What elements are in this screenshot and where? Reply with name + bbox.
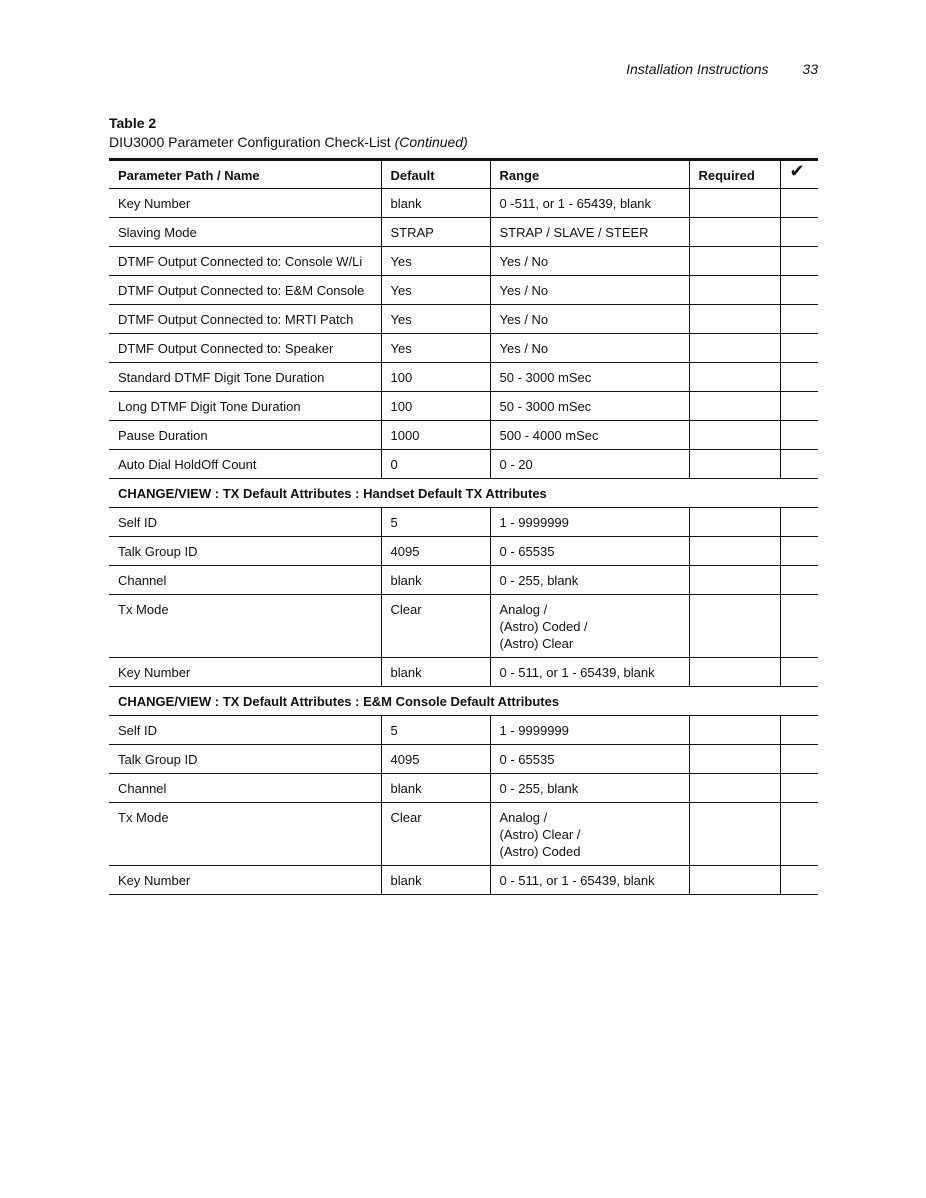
cell-check[interactable] xyxy=(780,508,818,537)
cell-check[interactable] xyxy=(780,803,818,866)
cell-parameter-name: DTMF Output Connected to: E&M Console xyxy=(109,276,381,305)
cell-range: 0 - 20 xyxy=(490,450,689,479)
cell-check[interactable] xyxy=(780,716,818,745)
cell-parameter-name: Talk Group ID xyxy=(109,537,381,566)
table-row xyxy=(109,866,818,895)
table-row xyxy=(109,218,818,247)
cell-default: Clear xyxy=(381,803,490,866)
table-caption xyxy=(109,114,468,152)
cell-required[interactable] xyxy=(689,421,780,450)
cell-range: Yes / No xyxy=(490,305,689,334)
cell-default: blank xyxy=(381,658,490,687)
cell-default: Yes xyxy=(381,334,490,363)
cell-check[interactable] xyxy=(780,450,818,479)
cell-check[interactable] xyxy=(780,305,818,334)
cell-range: 0 - 255, blank xyxy=(490,566,689,595)
cell-required[interactable] xyxy=(689,305,780,334)
cell-required[interactable] xyxy=(689,189,780,218)
section-header-row xyxy=(109,687,818,716)
cell-required[interactable] xyxy=(689,774,780,803)
cell-required[interactable] xyxy=(689,450,780,479)
cell-range: 500 - 4000 mSec xyxy=(490,421,689,450)
cell-required[interactable] xyxy=(689,866,780,895)
table-row xyxy=(109,745,818,774)
column-header-name: Parameter Path / Name xyxy=(109,160,381,189)
cell-check[interactable] xyxy=(780,276,818,305)
cell-check[interactable] xyxy=(780,658,818,687)
cell-required[interactable] xyxy=(689,247,780,276)
cell-parameter-name: Channel xyxy=(109,566,381,595)
section-title: CHANGE/VIEW : TX Default Attributes : E&M Console Default Attributes xyxy=(109,687,818,716)
cell-check[interactable] xyxy=(780,392,818,421)
cell-required[interactable] xyxy=(689,363,780,392)
table-row xyxy=(109,189,818,218)
table-row xyxy=(109,803,818,866)
cell-range: 50 - 3000 mSec xyxy=(490,363,689,392)
cell-check[interactable] xyxy=(780,189,818,218)
cell-range: Yes / No xyxy=(490,247,689,276)
table-label: Table 2 xyxy=(109,115,157,131)
cell-default: 5 xyxy=(381,508,490,537)
cell-range: 0 - 65535 xyxy=(490,745,689,774)
table-row xyxy=(109,537,818,566)
running-title: Installation Instructions xyxy=(626,61,769,77)
cell-check[interactable] xyxy=(780,218,818,247)
cell-parameter-name: Self ID xyxy=(109,716,381,745)
cell-required[interactable] xyxy=(689,716,780,745)
cell-required[interactable] xyxy=(689,595,780,658)
table-row xyxy=(109,566,818,595)
table-header-row xyxy=(109,160,818,189)
table-row xyxy=(109,658,818,687)
cell-default: 0 xyxy=(381,450,490,479)
cell-default: blank xyxy=(381,774,490,803)
cell-required[interactable] xyxy=(689,745,780,774)
table-row xyxy=(109,363,818,392)
cell-range: 0 - 255, blank xyxy=(490,774,689,803)
cell-required[interactable] xyxy=(689,537,780,566)
cell-range: Yes / No xyxy=(490,276,689,305)
cell-check[interactable] xyxy=(780,247,818,276)
cell-parameter-name: Tx Mode xyxy=(109,595,381,658)
table-row xyxy=(109,421,818,450)
cell-check[interactable] xyxy=(780,363,818,392)
cell-parameter-name: DTMF Output Connected to: MRTI Patch xyxy=(109,305,381,334)
cell-parameter-name: Slaving Mode xyxy=(109,218,381,247)
section-header-row xyxy=(109,479,818,508)
cell-default: blank xyxy=(381,566,490,595)
cell-parameter-name: Key Number xyxy=(109,866,381,895)
checkmark-icon: ✔ xyxy=(780,160,818,189)
column-header-required: Required xyxy=(689,160,780,189)
cell-parameter-name: Self ID xyxy=(109,508,381,537)
cell-default: blank xyxy=(381,189,490,218)
cell-required[interactable] xyxy=(689,658,780,687)
table-row xyxy=(109,508,818,537)
cell-check[interactable] xyxy=(780,334,818,363)
cell-range: Analog / (Astro) Clear / (Astro) Coded xyxy=(490,803,689,866)
cell-range: 0 - 65535 xyxy=(490,537,689,566)
section-title: CHANGE/VIEW : TX Default Attributes : Handset Default TX Attributes xyxy=(109,479,818,508)
page-number: 33 xyxy=(802,61,818,77)
cell-range: 1 - 9999999 xyxy=(490,716,689,745)
table-row xyxy=(109,305,818,334)
column-header-range: Range xyxy=(490,160,689,189)
cell-parameter-name: Standard DTMF Digit Tone Duration xyxy=(109,363,381,392)
cell-required[interactable] xyxy=(689,508,780,537)
cell-required[interactable] xyxy=(689,276,780,305)
cell-range: STRAP / SLAVE / STEER xyxy=(490,218,689,247)
cell-parameter-name: Auto Dial HoldOff Count xyxy=(109,450,381,479)
cell-required[interactable] xyxy=(689,803,780,866)
cell-default: 100 xyxy=(381,363,490,392)
parameter-table xyxy=(109,158,818,895)
cell-check[interactable] xyxy=(780,774,818,803)
table-row xyxy=(109,716,818,745)
cell-check[interactable] xyxy=(780,421,818,450)
cell-default: Yes xyxy=(381,305,490,334)
table-row xyxy=(109,595,818,658)
cell-parameter-name: Pause Duration xyxy=(109,421,381,450)
cell-default: blank xyxy=(381,866,490,895)
cell-check[interactable] xyxy=(780,745,818,774)
cell-parameter-name: Tx Mode xyxy=(109,803,381,866)
running-header xyxy=(626,61,818,77)
table-row xyxy=(109,774,818,803)
cell-parameter-name: Channel xyxy=(109,774,381,803)
cell-default: STRAP xyxy=(381,218,490,247)
cell-check[interactable] xyxy=(780,595,818,658)
cell-default: 1000 xyxy=(381,421,490,450)
table-row xyxy=(109,450,818,479)
table-continued: (Continued) xyxy=(394,134,468,150)
cell-default: Yes xyxy=(381,247,490,276)
cell-default: 4095 xyxy=(381,537,490,566)
cell-default: 5 xyxy=(381,716,490,745)
cell-range: 50 - 3000 mSec xyxy=(490,392,689,421)
cell-check[interactable] xyxy=(780,537,818,566)
table-title: DIU3000 Parameter Configuration Check-List xyxy=(109,134,391,150)
cell-range: 0 -511, or 1 - 65439, blank xyxy=(490,189,689,218)
cell-required[interactable] xyxy=(689,566,780,595)
cell-parameter-name: Talk Group ID xyxy=(109,745,381,774)
table-row xyxy=(109,276,818,305)
table-row xyxy=(109,247,818,276)
cell-required[interactable] xyxy=(689,392,780,421)
cell-parameter-name: Key Number xyxy=(109,658,381,687)
cell-range: Yes / No xyxy=(490,334,689,363)
cell-parameter-name: Key Number xyxy=(109,189,381,218)
cell-range: 0 - 511, or 1 - 65439, blank xyxy=(490,866,689,895)
table-row xyxy=(109,392,818,421)
cell-required[interactable] xyxy=(689,334,780,363)
cell-check[interactable] xyxy=(780,866,818,895)
cell-check[interactable] xyxy=(780,566,818,595)
cell-required[interactable] xyxy=(689,218,780,247)
cell-default: Clear xyxy=(381,595,490,658)
cell-parameter-name: DTMF Output Connected to: Console W/Li xyxy=(109,247,381,276)
cell-range: Analog / (Astro) Coded / (Astro) Clear xyxy=(490,595,689,658)
cell-range: 0 - 511, or 1 - 65439, blank xyxy=(490,658,689,687)
cell-default: Yes xyxy=(381,276,490,305)
table-row xyxy=(109,334,818,363)
cell-default: 4095 xyxy=(381,745,490,774)
cell-range: 1 - 9999999 xyxy=(490,508,689,537)
cell-default: 100 xyxy=(381,392,490,421)
column-header-default: Default xyxy=(381,160,490,189)
cell-parameter-name: DTMF Output Connected to: Speaker xyxy=(109,334,381,363)
cell-parameter-name: Long DTMF Digit Tone Duration xyxy=(109,392,381,421)
